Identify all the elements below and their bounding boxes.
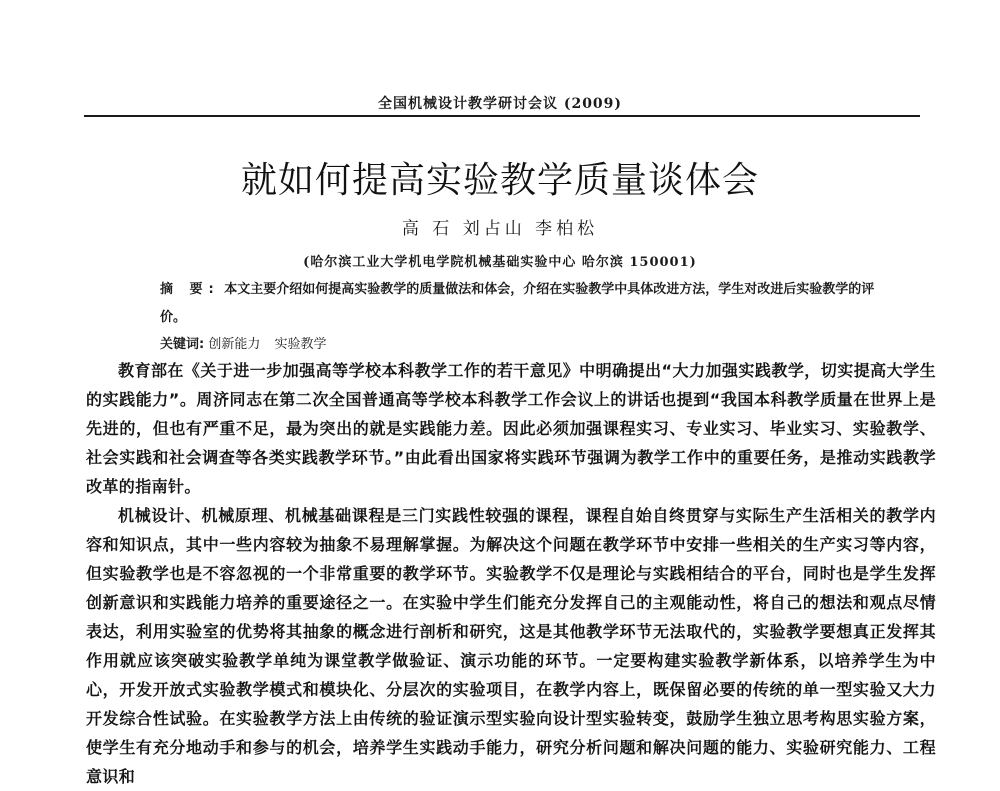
keywords-label: 关键词: (160, 337, 205, 352)
article-affiliation: (哈尔滨工业大学机电学院机械基础实验中心 哈尔滨 150001) (303, 255, 697, 270)
keywords (160, 333, 337, 352)
running-header: 全国机械设计教学研讨会议 (2009) (377, 96, 623, 112)
header-rule (84, 115, 920, 117)
article-authors: 高 石 刘占山 李柏松 (401, 219, 599, 239)
body-paragraph: 机械设计、机械原理、机械基础课程是三门实践性较强的课程，课程自始自终贯穿与实际生产生活相关的教学内容和知识点，其中一些内容较为抽象不易理解掌握。为解决这个问题在教学环节中安排一些相关的生产实习等内容，但实验教学也是不容忽视的一个非常重要的教学环节。实验教学不仅是理论与实践相结合的平台，同时也是学生发挥创新意识和实践能力培养的重要途径之一。在实验中学生们能充分发挥自己的主观能动性，将自己的想法和观点尽情表达，利用实验室的优势将其抽象的概念进行剖析和研究，这是其他教学环节无法取代的，实验教学要想真正发挥其作用就应该突破实验教学单纯为课堂教学做验证、演示功能的环节。一定要构建实验教学新体系，以培养学生为中心，开发开放式实验教学模式和模块化、分层次的实验项目，在教学内容上，既保留必要的传统的单一型实验又大力开发综合性试验。在实验教学方法上由传统的验证演示型实验向设计型实验转变，鼓励学生独立思考构思实验方案，使学生有充分地动手和参与的机会，培养学生实践动手能力，研究分析问题和解决问题的能力、实验研究能力、工程意识和 (86, 506, 936, 786)
abstract-text: 本文主要介绍如何提高实验教学的质量做法和体会，介绍在实验教学中具体改进方法，学生对改进后实验教学的评价。 (160, 282, 875, 325)
abstract-label: 摘 要: (160, 282, 220, 297)
article-title: 就如何提高实验教学质量谈体会 (240, 160, 759, 201)
keyword-item: 创新能力 (208, 337, 261, 352)
body-text (86, 356, 936, 791)
body-paragraph: 教育部在《关于进一步加强高等学校本科教学工作的若干意见》中明确提出“大力加强实践教学，切实提高大学生的实践能力”。周济同志在第二次全国普通高等学校本科教学工作会议上的讲话也提到“我国本科教学质量在世界上是先进的，但也有严重不足，最为突出的就是实践能力差。因此必须加强课程实习、专业实习、毕业实习、实验教学、社会实践和社会调查等各类实践教学环节。”由此看出国家将实践环节强调为教学工作中的重要任务，是推动实践教学改革的指南针。 (86, 361, 936, 496)
keyword-item: 实验教学 (274, 337, 327, 352)
abstract (160, 276, 880, 332)
